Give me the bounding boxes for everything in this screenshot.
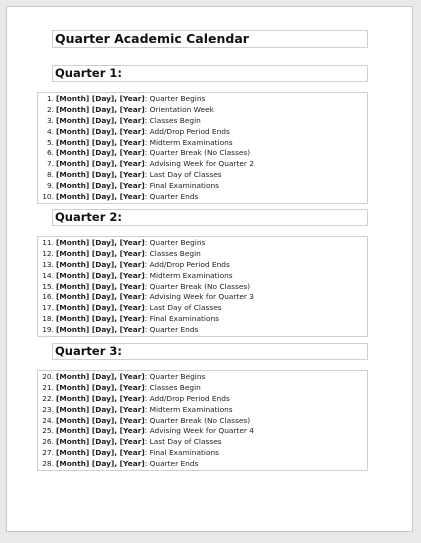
item-text: [Month] [Day], [Year]: Midterm Examinations <box>56 404 233 414</box>
event-label: Final Examinations <box>149 181 220 191</box>
item-number: 21. <box>42 382 54 392</box>
item-number: 12. <box>42 248 54 258</box>
event-label: Advising Week for Quarter 4 <box>149 426 254 436</box>
list-item[interactable] <box>38 383 367 394</box>
item-number: 24. <box>42 415 54 425</box>
item-number: 26. <box>42 437 54 447</box>
item-text: [Month] [Day], [Year]: Quarter Ends <box>56 459 199 469</box>
item-text: [Month] [Day], [Year]: Advising Week for Quarter 3 <box>56 292 254 302</box>
event-label: Add/Drop Period Ends <box>149 126 230 136</box>
date-placeholder: [Month] [Day], [Year] <box>56 426 145 436</box>
event-label: Last Day of Classes <box>149 170 222 180</box>
event-label: Midterm Examinations <box>149 270 233 280</box>
list-item[interactable] <box>38 372 367 383</box>
item-number: 8. <box>46 170 54 180</box>
item-text: [Month] [Day], [Year]: Quarter Break (No Classes) <box>56 148 251 158</box>
date-placeholder: [Month] [Day], [Year] <box>56 248 145 258</box>
event-label: Quarter Break (No Classes) <box>149 415 251 425</box>
item-text: [Month] [Day], [Year]: Classes Begin <box>56 248 201 258</box>
list-item[interactable] <box>38 303 367 314</box>
event-label: Quarter Break (No Classes) <box>149 148 251 158</box>
item-number: 9. <box>46 181 54 191</box>
list-item[interactable] <box>38 127 367 138</box>
list-item[interactable] <box>38 282 367 293</box>
item-text: [Month] [Day], [Year]: Add/Drop Period Ends <box>56 126 230 136</box>
date-placeholder: [Month] [Day], [Year] <box>56 270 145 280</box>
event-label: Advising Week for Quarter 2 <box>149 159 254 169</box>
list-item[interactable] <box>38 426 367 437</box>
date-placeholder: [Month] [Day], [Year] <box>56 137 145 147</box>
event-label: Last Day of Classes <box>149 303 222 313</box>
list-item[interactable] <box>38 181 367 192</box>
event-label: Midterm Examinations <box>149 137 233 147</box>
date-placeholder: [Month] [Day], [Year] <box>56 459 145 469</box>
quarter-2-list[interactable] <box>37 236 368 337</box>
event-label: Quarter Begins <box>149 94 206 103</box>
item-number: 6. <box>46 148 54 158</box>
date-placeholder: [Month] [Day], [Year] <box>56 238 145 247</box>
event-label: Quarter Begins <box>149 238 206 247</box>
list-item[interactable] <box>38 94 367 105</box>
item-number: 14. <box>42 270 54 280</box>
list-item[interactable] <box>38 148 367 159</box>
list-item[interactable] <box>38 159 367 170</box>
item-text: [Month] [Day], [Year]: Add/Drop Period Ends <box>56 259 230 269</box>
quarter-1-heading[interactable]: Quarter 1: <box>52 65 368 82</box>
item-text: [Month] [Day], [Year]: Classes Begin <box>56 382 201 392</box>
date-placeholder: [Month] [Day], [Year] <box>56 325 145 335</box>
quarter-1-list[interactable] <box>37 92 368 204</box>
document-title[interactable]: Quarter Academic Calendar <box>52 30 368 48</box>
item-text: [Month] [Day], [Year]: Quarter Begins <box>56 372 206 381</box>
list-item[interactable] <box>38 138 367 149</box>
item-number: 3. <box>46 115 54 125</box>
item-number: 25. <box>42 426 54 436</box>
item-number: 4. <box>46 126 54 136</box>
date-placeholder: [Month] [Day], [Year] <box>56 303 145 313</box>
document-page <box>6 6 413 532</box>
item-number: 13. <box>42 259 54 269</box>
item-number: 2. <box>46 104 54 114</box>
event-label: Classes Begin <box>149 248 201 258</box>
list-item[interactable] <box>38 105 367 116</box>
event-label: Quarter Ends <box>149 459 199 469</box>
date-placeholder: [Month] [Day], [Year] <box>56 115 145 125</box>
event-label: Final Examinations <box>149 448 220 458</box>
event-label: Classes Begin <box>149 115 201 125</box>
item-text: [Month] [Day], [Year]: Quarter Break (No Classes) <box>56 281 251 291</box>
date-placeholder: [Month] [Day], [Year] <box>56 281 145 291</box>
item-text: [Month] [Day], [Year]: Quarter Begins <box>56 94 206 103</box>
item-text: [Month] [Day], [Year]: Add/Drop Period Ends <box>56 393 230 403</box>
item-text: [Month] [Day], [Year]: Advising Week for Quarter 4 <box>56 426 254 436</box>
list-item[interactable] <box>38 325 367 336</box>
item-number: 17. <box>42 303 54 313</box>
item-text: [Month] [Day], [Year]: Advising Week for Quarter 2 <box>56 159 254 169</box>
item-text: [Month] [Day], [Year]: Classes Begin <box>56 115 201 125</box>
item-text: [Month] [Day], [Year]: Final Examinations <box>56 181 220 191</box>
list-item[interactable] <box>38 459 367 470</box>
list-item[interactable] <box>38 314 367 325</box>
item-number: 15. <box>42 281 54 291</box>
item-text: [Month] [Day], [Year]: Final Examinations <box>56 448 220 458</box>
date-placeholder: [Month] [Day], [Year] <box>56 437 145 447</box>
date-placeholder: [Month] [Day], [Year] <box>56 372 145 381</box>
list-item[interactable] <box>38 249 367 260</box>
event-label: Last Day of Classes <box>149 437 222 447</box>
event-label: Add/Drop Period Ends <box>149 259 230 269</box>
item-text: [Month] [Day], [Year]: Midterm Examinations <box>56 270 233 280</box>
date-placeholder: [Month] [Day], [Year] <box>56 159 145 169</box>
date-placeholder: [Month] [Day], [Year] <box>56 126 145 136</box>
date-placeholder: [Month] [Day], [Year] <box>56 181 145 191</box>
item-number: 5. <box>46 137 54 147</box>
list-item[interactable] <box>38 271 367 282</box>
date-placeholder: [Month] [Day], [Year] <box>56 94 145 103</box>
event-label: Midterm Examinations <box>149 404 233 414</box>
item-text: [Month] [Day], [Year]: Midterm Examinations <box>56 137 233 147</box>
list-item[interactable] <box>38 170 367 181</box>
date-placeholder: [Month] [Day], [Year] <box>56 393 145 403</box>
list-item[interactable] <box>38 448 367 459</box>
list-item[interactable] <box>38 405 367 416</box>
item-number: 19. <box>42 325 54 335</box>
event-label: Quarter Ends <box>149 325 199 335</box>
list-item[interactable] <box>38 260 367 271</box>
item-number: 10. <box>42 192 54 202</box>
event-label: Final Examinations <box>149 314 220 324</box>
date-placeholder: [Month] [Day], [Year] <box>56 104 145 114</box>
event-label: Orientation Week <box>149 104 214 114</box>
event-label: Add/Drop Period Ends <box>149 393 230 403</box>
list-item[interactable] <box>38 394 367 405</box>
date-placeholder: [Month] [Day], [Year] <box>56 192 145 202</box>
item-number: 28. <box>42 459 54 469</box>
event-label: Quarter Break (No Classes) <box>149 281 251 291</box>
item-number: 1. <box>46 94 54 103</box>
item-text: [Month] [Day], [Year]: Quarter Break (No Classes) <box>56 415 251 425</box>
item-text: [Month] [Day], [Year]: Quarter Begins <box>56 238 206 247</box>
item-text: [Month] [Day], [Year]: Quarter Ends <box>56 192 199 202</box>
item-number: 22. <box>42 393 54 403</box>
item-number: 11. <box>42 238 54 247</box>
item-number: 16. <box>42 292 54 302</box>
quarter-3-heading[interactable]: Quarter 3: <box>52 343 368 360</box>
quarter-3-list[interactable] <box>37 370 368 471</box>
date-placeholder: [Month] [Day], [Year] <box>56 292 145 302</box>
date-placeholder: [Month] [Day], [Year] <box>56 404 145 414</box>
list-item[interactable] <box>38 437 367 448</box>
event-label: Quarter Begins <box>149 372 206 381</box>
item-text: [Month] [Day], [Year]: Final Examinations <box>56 314 220 324</box>
date-placeholder: [Month] [Day], [Year] <box>56 415 145 425</box>
item-number: 20. <box>42 372 54 381</box>
quarter-2-heading[interactable]: Quarter 2: <box>52 209 368 226</box>
event-label: Classes Begin <box>149 382 201 392</box>
item-number: 23. <box>42 404 54 414</box>
date-placeholder: [Month] [Day], [Year] <box>56 148 145 158</box>
date-placeholder: [Month] [Day], [Year] <box>56 170 145 180</box>
date-placeholder: [Month] [Day], [Year] <box>56 382 145 392</box>
item-text: [Month] [Day], [Year]: Orientation Week <box>56 104 214 114</box>
item-text: [Month] [Day], [Year]: Last Day of Classes <box>56 170 222 180</box>
item-number: 27. <box>42 448 54 458</box>
event-label: Quarter Ends <box>149 192 199 202</box>
item-number: 18. <box>42 314 54 324</box>
list-item[interactable] <box>38 116 367 127</box>
date-placeholder: [Month] [Day], [Year] <box>56 448 145 458</box>
item-text: [Month] [Day], [Year]: Last Day of Classes <box>56 303 222 313</box>
item-text: [Month] [Day], [Year]: Quarter Ends <box>56 325 199 335</box>
date-placeholder: [Month] [Day], [Year] <box>56 314 145 324</box>
list-item[interactable] <box>38 292 367 303</box>
item-number: 7. <box>46 159 54 169</box>
date-placeholder: [Month] [Day], [Year] <box>56 259 145 269</box>
list-item[interactable] <box>38 416 367 427</box>
item-text: [Month] [Day], [Year]: Last Day of Classes <box>56 437 222 447</box>
list-item[interactable] <box>38 238 367 249</box>
list-item[interactable] <box>38 192 367 203</box>
event-label: Advising Week for Quarter 3 <box>149 292 254 302</box>
